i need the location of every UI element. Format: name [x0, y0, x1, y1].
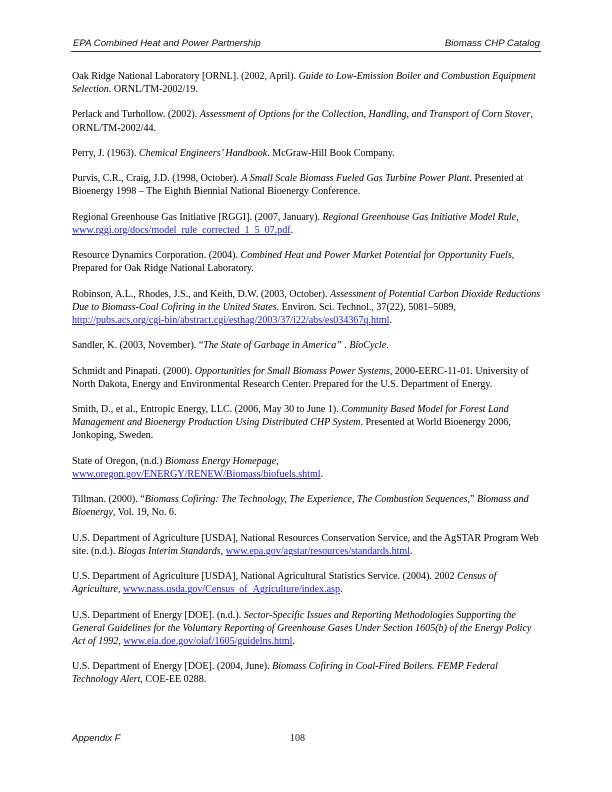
ref-title: Sector-Specific Issues and Reporting Methodologies Supporting the General Guidelines for the Voluntary Reporting of Greenhouse Gases Under Section 1605(b) of the Energy Policy Act of 1992: [72, 609, 532, 647]
ref-title: Biogas Interim Standards: [117, 545, 221, 557]
ref-text: , COE-EE 0288.: [140, 674, 207, 686]
reference-link[interactable]: www.epa.gov/agstar/resources/standards.html: [225, 545, 411, 557]
page-header: [71, 37, 541, 52]
ref-title: Census of Agriculture,: [72, 571, 497, 596]
reference-entry: [72, 172, 544, 198]
ref-text: ORNL/TM-2002/19.: [111, 84, 198, 96]
ref-title: A Small Scale Biomass Fueled Gas Turbine Power Plant: [241, 173, 470, 185]
reference-entry: [72, 493, 544, 519]
ref-text: Perry, J. (1963).: [72, 147, 139, 159]
header-left-title: EPA Combined Heat and Power Partnership: [73, 38, 261, 49]
reference-entry: [72, 365, 544, 391]
ref-text: U.S. Department of Agriculture [USDA], National Agricultural Statistics Service. (2004). 2002: [72, 571, 458, 583]
footer-appendix-label: Appendix F: [72, 733, 121, 744]
reference-entry: [72, 609, 544, 648]
ref-text: ,: [118, 635, 124, 647]
ref-text: ,: [516, 211, 519, 223]
ref-text: ”: [470, 494, 478, 506]
ref-text: .: [389, 315, 392, 326]
ref-text: .: [292, 635, 295, 647]
reference-entry: [72, 211, 544, 237]
ref-text: , Vol. 19, No. 6.: [112, 507, 177, 519]
reference-list: [72, 70, 544, 699]
ref-text: , 2000-EERC-11-01. University of North Dakota, Energy and Environmental Research Center. Prepared for the U.S. Department of Energy.: [72, 365, 529, 390]
ref-text: , Prepared for Oak Ridge National Laboratory.: [72, 250, 515, 275]
ref-title: Opportunities for Small Biomass Power Systems: [194, 365, 390, 377]
ref-text: .: [290, 224, 294, 236]
reference-entry: [72, 570, 544, 596]
reference-entry: [72, 288, 544, 327]
ref-text: Oak Ridge National Laboratory [ORNL]. (2002, April).: [72, 71, 299, 82]
ref-title: Biomass Cofiring: The Technology, The Experience, The Combustion Sequences,: [144, 494, 471, 506]
header-right-title: Biomass CHP Catalog: [444, 38, 540, 49]
reference-entry: [72, 108, 544, 134]
ref-text: Sandler, K. (2003, November). “: [72, 340, 204, 352]
reference-entry: [72, 249, 544, 275]
ref-text: U.S. Department of Energy [DOE]. (2004, June).: [72, 661, 273, 673]
ref-title: Assessment of Options for the Collection, Handling, and Transport of Corn Stover: [199, 109, 531, 121]
ref-text: Regional Greenhouse Gas Initiative [RGGI]. (2007, January).: [72, 211, 323, 223]
ref-text: . Environ. Sci. Technol., 37(22), 5081–5089,: [276, 301, 456, 313]
page-number: 108: [290, 733, 305, 744]
ref-text: Robinson, A.L., Rhodes, J.S., and Keith, D.W. (2003, October).: [72, 288, 331, 300]
ref-text: Schmidt and Pinapati. (2000).: [72, 365, 195, 377]
ref-text: .: [339, 584, 343, 596]
ref-title: Guide to Low-Emission Boiler and Combustion Equipment Selection.: [72, 71, 536, 96]
ref-text: Perlack and Turhollow. (2002).: [72, 109, 200, 121]
reference-entry: [72, 532, 544, 558]
ref-text: Smith, D., et al., Entropic Energy, LLC. (2006, May 30 to June 1).: [72, 404, 342, 416]
ref-text: .: [320, 468, 324, 480]
reference-entry: [72, 455, 544, 481]
ref-text: Resource Dynamics Corporation. (2004).: [72, 250, 241, 262]
reference-link[interactable]: www.rggi.org/docs/model_rule_corrected_1_5_07.pdf: [72, 224, 291, 236]
reference-entry: [72, 660, 544, 686]
ref-text: Purvis, C.R., Craig, J.D. (1998, October).: [72, 173, 242, 185]
ref-text: . Presented at Bioenergy 1998 – The Eighth Biennial National Bioenergy Conference.: [72, 173, 524, 198]
ref-title: Assessment of Potential Carbon Dioxide Reductions Due to Biomass-Coal Cofiring in the United States: [72, 288, 541, 313]
ref-title: Biomass Energy Homepage,: [164, 455, 279, 467]
reference-entry: [72, 70, 544, 96]
reference-link[interactable]: www.oregon.gov/ENERGY/RENEW/Biomass/biofuels.shtml: [72, 468, 321, 480]
ref-journal: Biomass and Bioenergy: [72, 494, 529, 519]
ref-title: The State of Garbage in America” . BioCycle: [203, 340, 387, 352]
ref-title: Community Based Model for Forest Land Management and Bioenergy Production Using Distributed CHP System: [72, 404, 509, 429]
ref-title: Combined Heat and Power Market Potential for Opportunity Fuels: [240, 250, 512, 262]
ref-text: U.S. Department of Energy [DOE]. (n.d.).: [72, 609, 244, 621]
ref-title: Regional Greenhouse Gas Initiative Model Rule: [322, 211, 517, 223]
ref-text: ,: [220, 545, 226, 557]
ref-text: .: [410, 545, 413, 557]
reference-link[interactable]: http://pubs.acs.org/cgi-bin/abstract.cgi/esthag/2003/37/i22/abs/es034367q.html: [72, 315, 390, 326]
reference-entry: [72, 403, 544, 442]
reference-entry: [72, 147, 544, 160]
ref-text: .: [386, 340, 389, 352]
ref-text: , ORNL/TM-2002/44.: [72, 109, 533, 134]
ref-text: State of Oregon, (n.d.): [72, 455, 165, 467]
reference-link[interactable]: www.nass.usda.gov/Census_of_Agriculture/index.asp: [122, 584, 340, 596]
reference-link[interactable]: www.eia.doe.gov/oiaf/1605/guidelns.html: [123, 635, 293, 647]
ref-title: Biomass Cofiring in Coal-Fired Boilers. FEMP Federal Technology Alert: [72, 661, 498, 686]
ref-text: . McGraw-Hill Book Company.: [267, 147, 395, 159]
ref-text: U.S. Department of Agriculture [USDA], National Resources Conservation Service, and the AgSTAR Program Web site. (n.d.).: [72, 532, 539, 557]
ref-text: Tillman. (2000). “: [72, 494, 145, 506]
page-footer: [72, 733, 542, 747]
ref-text: . Presented at World Bioenergy 2006, Jonkoping, Sweden.: [72, 417, 511, 442]
ref-title: Chemical Engineers’ Handbook: [138, 147, 268, 159]
reference-entry: [72, 339, 544, 352]
